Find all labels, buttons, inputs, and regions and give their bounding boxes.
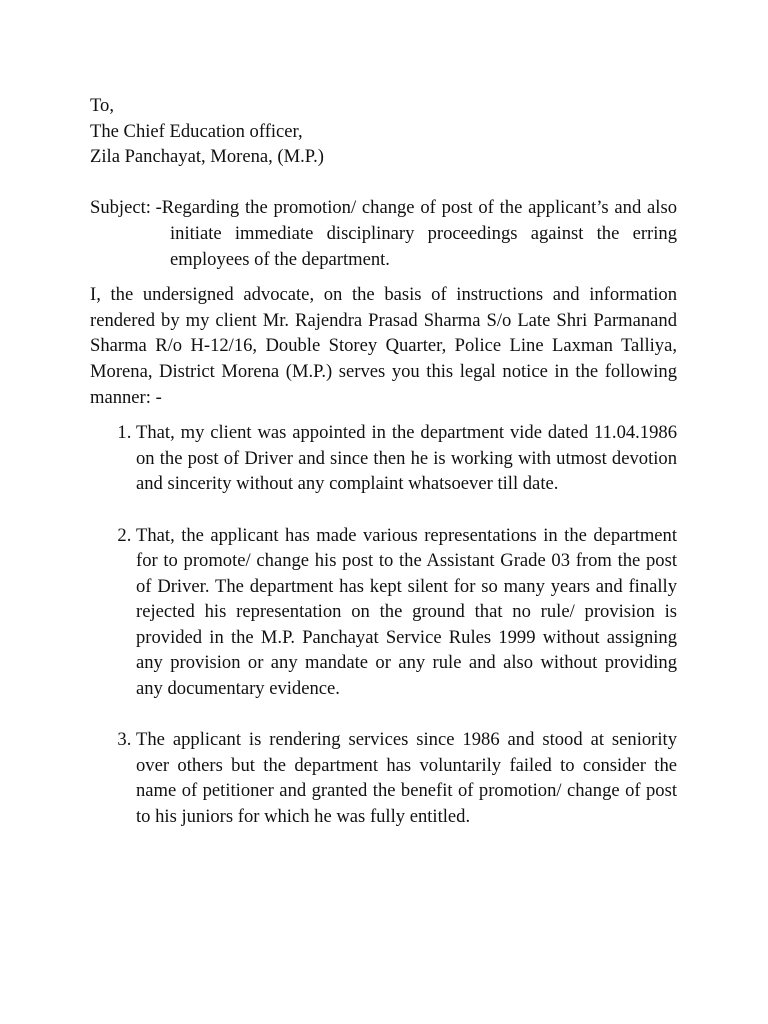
notice-points-list <box>90 420 677 830</box>
address-block <box>90 93 677 170</box>
subject-block <box>90 195 677 272</box>
list-item: 3. The applicant is rendering services since 1986 and stood at seniority over others but the department has voluntarily failed to consider the name of petitioner and granted the benefit of promotion/ change of post to his juniors for which he was fully entitled. <box>136 727 677 829</box>
legal-notice-page <box>90 93 677 830</box>
recipient-location: Zila Panchayat, Morena, (M.P.) <box>90 146 324 168</box>
subject-text: Regarding the promotion/ change of post of the applicant’s and also initiate immediate disciplinary proceedings against the erring employees of the department. <box>161 197 677 270</box>
list-item: 1. That, my client was appointed in the department vide dated 11.04.1986 on the post of Driver and since then he is working with utmost devotion and sincerity without any complaint whatsoever till date. <box>136 420 677 497</box>
subject-label: Subject: - <box>90 197 162 219</box>
intro-paragraph: I, the undersigned advocate, on the basis of instructions and information rendered by my client Mr. Rajendra Prasad Sharma S/o Late Shri Parmanand Sharma R/o H-12/16, Double Storey Quarter, Police Line Laxman Talliya, Morena, District Morena (M.P.) serves you this legal notice in the following manner: - <box>90 284 677 408</box>
list-item: 2. That, the applicant has made various representations in the department for to promote/ change his post to the Assistant Grade 03 from the post of Driver. The department has kept silent for so many years and finally rejected his representation on the ground that no rule/ provision is provided in the M.P. Panchayat Service Rules 1999 without assigning any provision or any mandate or any rule and also without providing any documentary evidence. <box>136 523 677 702</box>
recipient-title: The Chief Education officer, <box>90 120 303 142</box>
salutation: To, <box>90 95 115 116</box>
